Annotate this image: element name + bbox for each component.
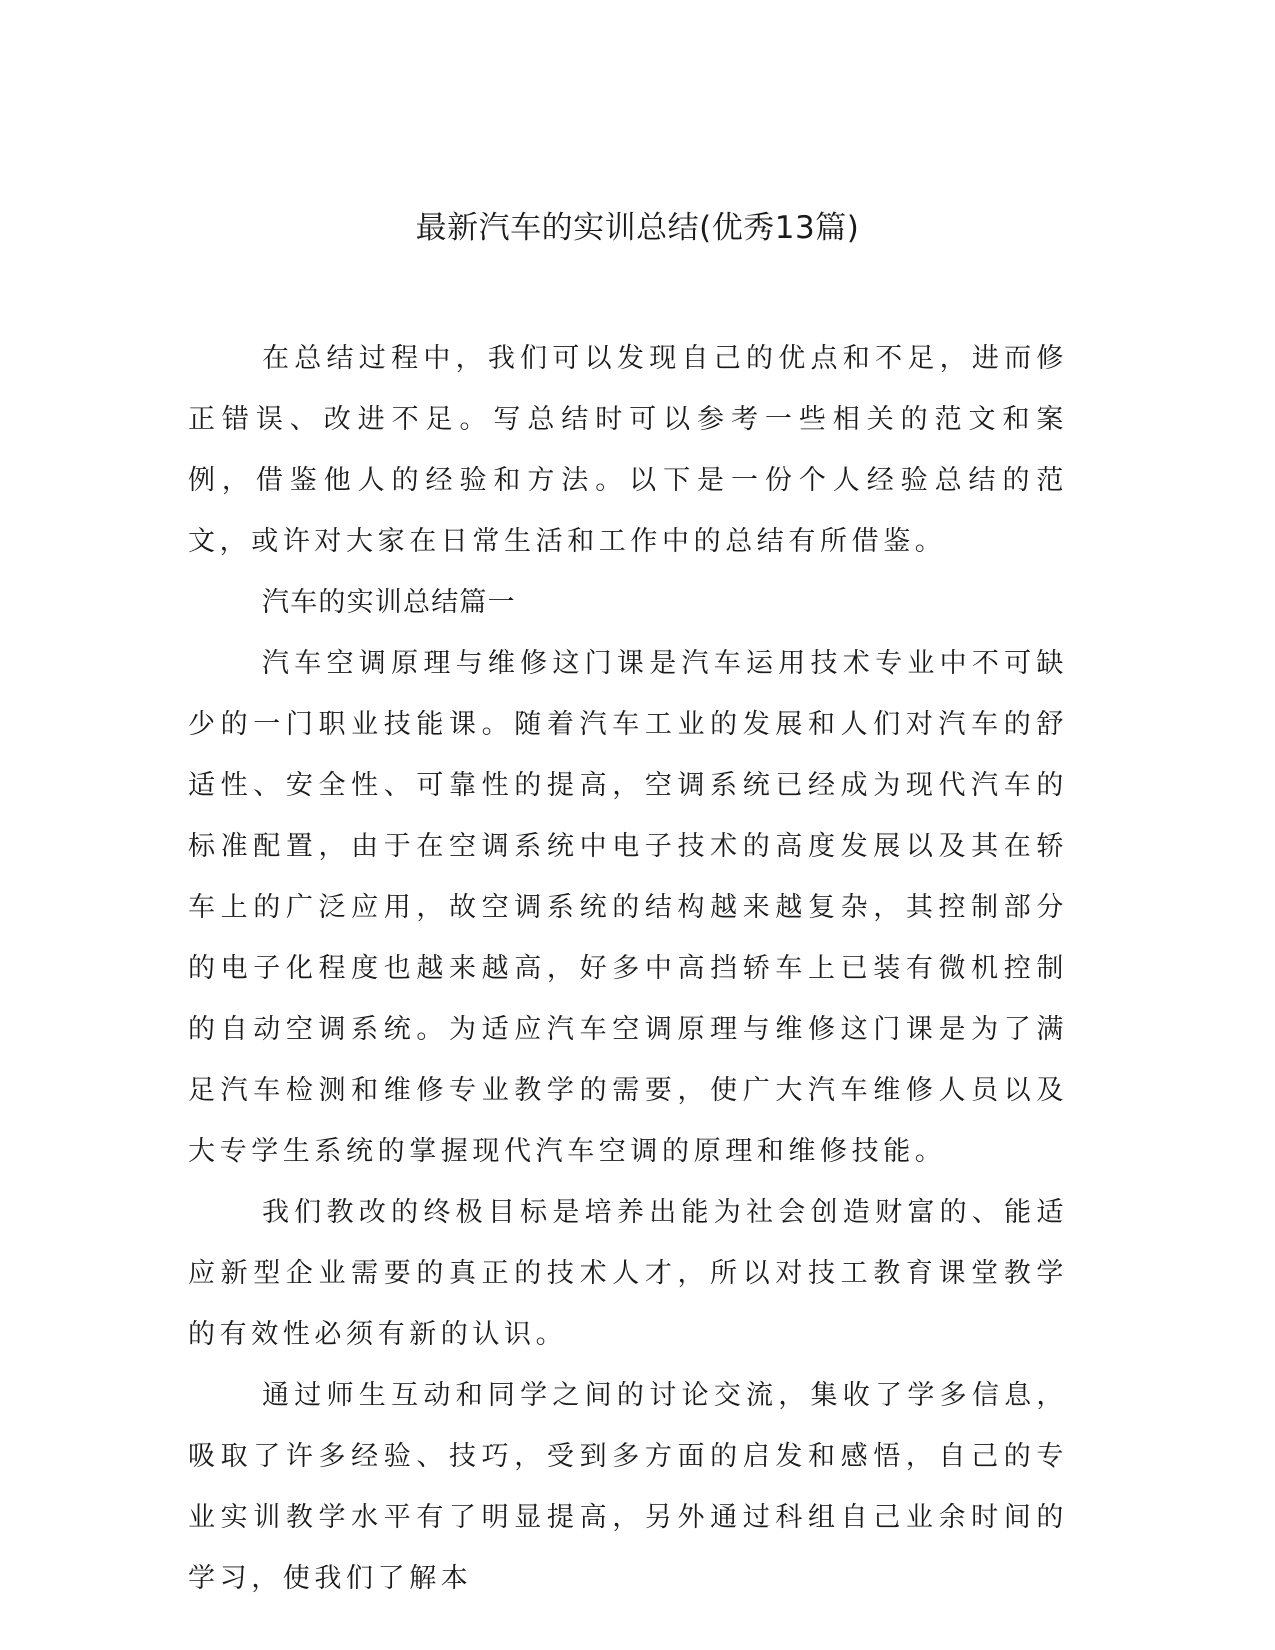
body-paragraph-2: 我们教改的终极目标是培养出能为社会创造财富的、能适应新型企业需要的真正的技术人才，所以对技工教育课堂教学的有效性必须有新的认识。 bbox=[188, 1197, 1068, 1350]
body-paragraph-1: 汽车空调原理与维修这门课是汽车运用技术专业中不可缺少的一门职业技能课。随着汽车工业的发展和人们对汽车的舒适性、安全性、可靠性的提高，空调系统已经成为现代汽车的标准配置，由于在空调系统中电子技术的高度发展以及其在轿车上的广泛应用，故空调系统的结构越来越复杂，其控制部分的电子化程度也越来越高，好多中高挡轿车上已装有微机控制的自动空调系统。为适应汽车空调原理与维修这门课是为了满足汽车检测和维修专业教学的需要，使广大汽车维修人员以及大专学生系统的掌握现代汽车空调的原理和维修技能。 bbox=[188, 648, 1068, 1167]
body-paragraph-3: 通过师生互动和同学之间的讨论交流，集收了学多信息，吸取了许多经验、技巧，受到多方面的启发和感悟，自己的专业实训教学水平有了明显提高，另外通过科组自己业余时间的学习，使我们了解本 bbox=[188, 1380, 1068, 1594]
document-body bbox=[188, 328, 1068, 1609]
section-heading: 汽车的实训总结篇一 bbox=[262, 587, 516, 618]
document-title: 最新汽车的实训总结(优秀13篇) bbox=[415, 210, 860, 246]
intro-paragraph: 在总结过程中，我们可以发现自己的优点和不足，进而修正错误、改进不足。写总结时可以参考一些相关的范文和案例，借鉴他人的经验和方法。以下是一份个人经验总结的范文，或许对大家在日常生活和工作中的总结有所借鉴。 bbox=[188, 343, 1068, 557]
